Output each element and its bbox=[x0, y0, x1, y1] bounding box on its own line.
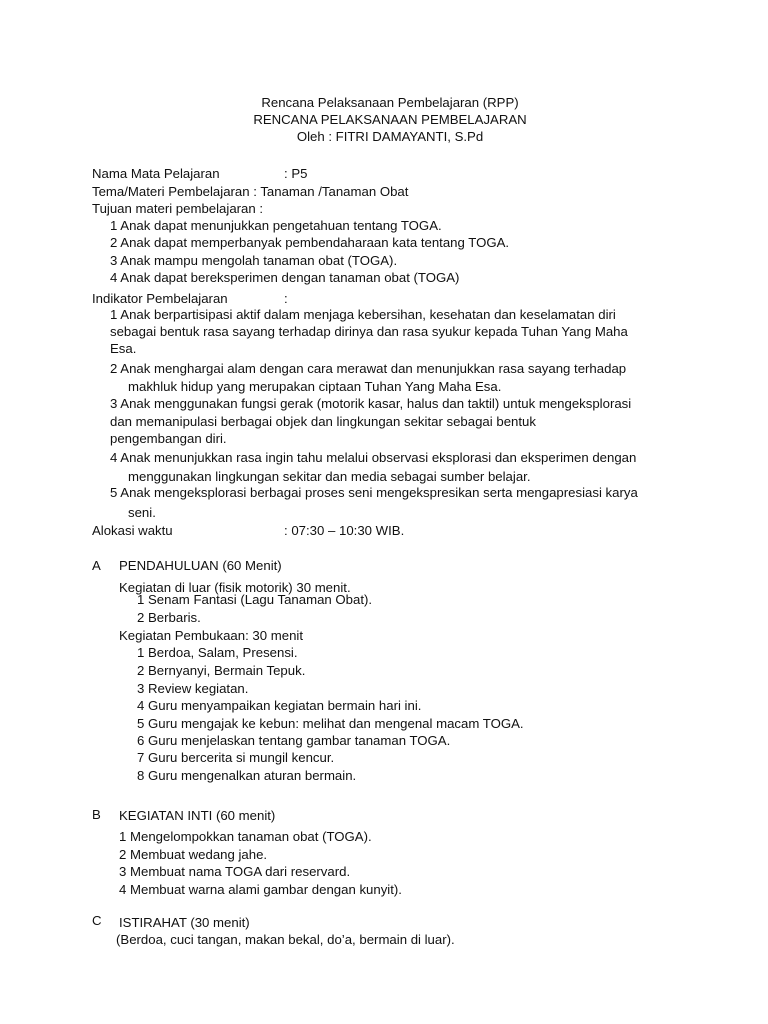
indicator-line: 4 Anak menunjukkan rasa ingin tahu melalui observasi eksplorasi dan eksperimen dengan bbox=[110, 450, 637, 465]
indicator-line: 3 Anak menggunakan fungsi gerak (motorik kasar, halus dan taktil) untuk mengeksplorasi bbox=[110, 396, 632, 411]
goal-item: 2 Anak dapat memperbanyak pembendaharaan kata tentang TOGA. bbox=[110, 235, 510, 250]
outdoor-item: 1 Senam Fantasi (Lagu Tanaman Obat). bbox=[137, 592, 373, 607]
core-item: 4 Membuat warna alami gambar dengan kunyit). bbox=[119, 882, 402, 897]
theme-line: Tema/Materi Pembelajaran : Tanaman /Tanaman Obat bbox=[92, 184, 409, 199]
subject-label: Nama Mata Pelajaran bbox=[92, 166, 220, 181]
opening-item: 8 Guru mengenalkan aturan bermain. bbox=[137, 768, 357, 783]
section-a-letter: A bbox=[92, 558, 101, 573]
opening-item: 2 Bernyanyi, Bermain Tepuk. bbox=[137, 663, 306, 678]
opening-item: 3 Review kegiatan. bbox=[137, 681, 249, 696]
time-value: : 07:30 – 10:30 WIB. bbox=[284, 523, 405, 538]
indicator-colon: : bbox=[284, 291, 288, 306]
section-c-letter: C bbox=[92, 913, 102, 928]
section-b-title: KEGIATAN INTI (60 menit) bbox=[119, 808, 276, 823]
indicator-line: menggunakan lingkungan sekitar dan media sebagai sumber belajar. bbox=[128, 469, 531, 484]
opening-heading: Kegiatan Pembukaan: 30 menit bbox=[119, 628, 304, 643]
subject-value: : P5 bbox=[284, 166, 308, 181]
opening-item: 4 Guru menyampaikan kegiatan bermain hari ini. bbox=[137, 698, 422, 713]
goal-item: 3 Anak mampu mengolah tanaman obat (TOGA). bbox=[110, 253, 398, 268]
time-label: Alokasi waktu bbox=[92, 523, 173, 538]
outdoor-item: 2 Berbaris. bbox=[137, 610, 201, 625]
opening-item: 1 Berdoa, Salam, Presensi. bbox=[137, 645, 298, 660]
indicator-line: 2 Anak menghargai alam dengan cara merawat dan menunjukkan rasa sayang terhadap bbox=[110, 361, 627, 376]
outdoor-heading: Kegiatan di luar (fisik motorik) 30 menit. bbox=[119, 580, 351, 595]
opening-item: 6 Guru menjelaskan tentang gambar tanaman TOGA. bbox=[137, 733, 451, 748]
core-item: 1 Mengelompokkan tanaman obat (TOGA). bbox=[119, 829, 372, 844]
indicator-line: 5 Anak mengeksplorasi berbagai proses seni mengekspresikan serta mengapresiasi karya bbox=[110, 485, 638, 500]
indicator-label: Indikator Pembelajaran bbox=[92, 291, 228, 306]
title-line-1: Rencana Pelaksanaan Pembelajaran (RPP) bbox=[261, 95, 519, 110]
core-item: 2 Membuat wedang jahe. bbox=[119, 847, 268, 862]
indicator-line: sebagai bentuk rasa sayang terhadap dirinya dan rasa syukur kepada Tuhan Yang Maha bbox=[110, 324, 628, 339]
indicator-line: dan memanipulasi berbagai objek dan lingkungan sekitar sebagai bentuk bbox=[110, 414, 536, 429]
section-a-title: PENDAHULUAN (60 Menit) bbox=[119, 558, 282, 573]
section-c-detail: (Berdoa, cuci tangan, makan bekal, do’a, bermain di luar). bbox=[116, 932, 455, 947]
indicator-line: seni. bbox=[128, 505, 156, 520]
title-line-2: RENCANA PELAKSANAAN PEMBELAJARAN bbox=[253, 112, 527, 127]
indicator-line: Esa. bbox=[110, 341, 137, 356]
goal-item: 4 Anak dapat bereksperimen dengan tanaman obat (TOGA) bbox=[110, 270, 460, 285]
goal-item: 1 Anak dapat menunjukkan pengetahuan tentang TOGA. bbox=[110, 218, 442, 233]
opening-item: 5 Guru mengajak ke kebun: melihat dan mengenal macam TOGA. bbox=[137, 716, 524, 731]
indicator-line: pengembangan diri. bbox=[110, 431, 227, 446]
section-b-letter: B bbox=[92, 807, 101, 822]
goals-label: Tujuan materi pembelajaran : bbox=[92, 201, 264, 216]
section-c-title: ISTIRAHAT (30 menit) bbox=[119, 915, 250, 930]
indicator-line: 1 Anak berpartisipasi aktif dalam menjaga kebersihan, kesehatan dan keselamatan diri bbox=[110, 307, 616, 322]
opening-item: 7 Guru bercerita si mungil kencur. bbox=[137, 750, 335, 765]
author-line: Oleh : FITRI DAMAYANTI, S.Pd bbox=[296, 129, 484, 144]
core-item: 3 Membuat nama TOGA dari reservard. bbox=[119, 864, 351, 879]
indicator-line: makhluk hidup yang merupakan ciptaan Tuhan Yang Maha Esa. bbox=[128, 379, 502, 394]
